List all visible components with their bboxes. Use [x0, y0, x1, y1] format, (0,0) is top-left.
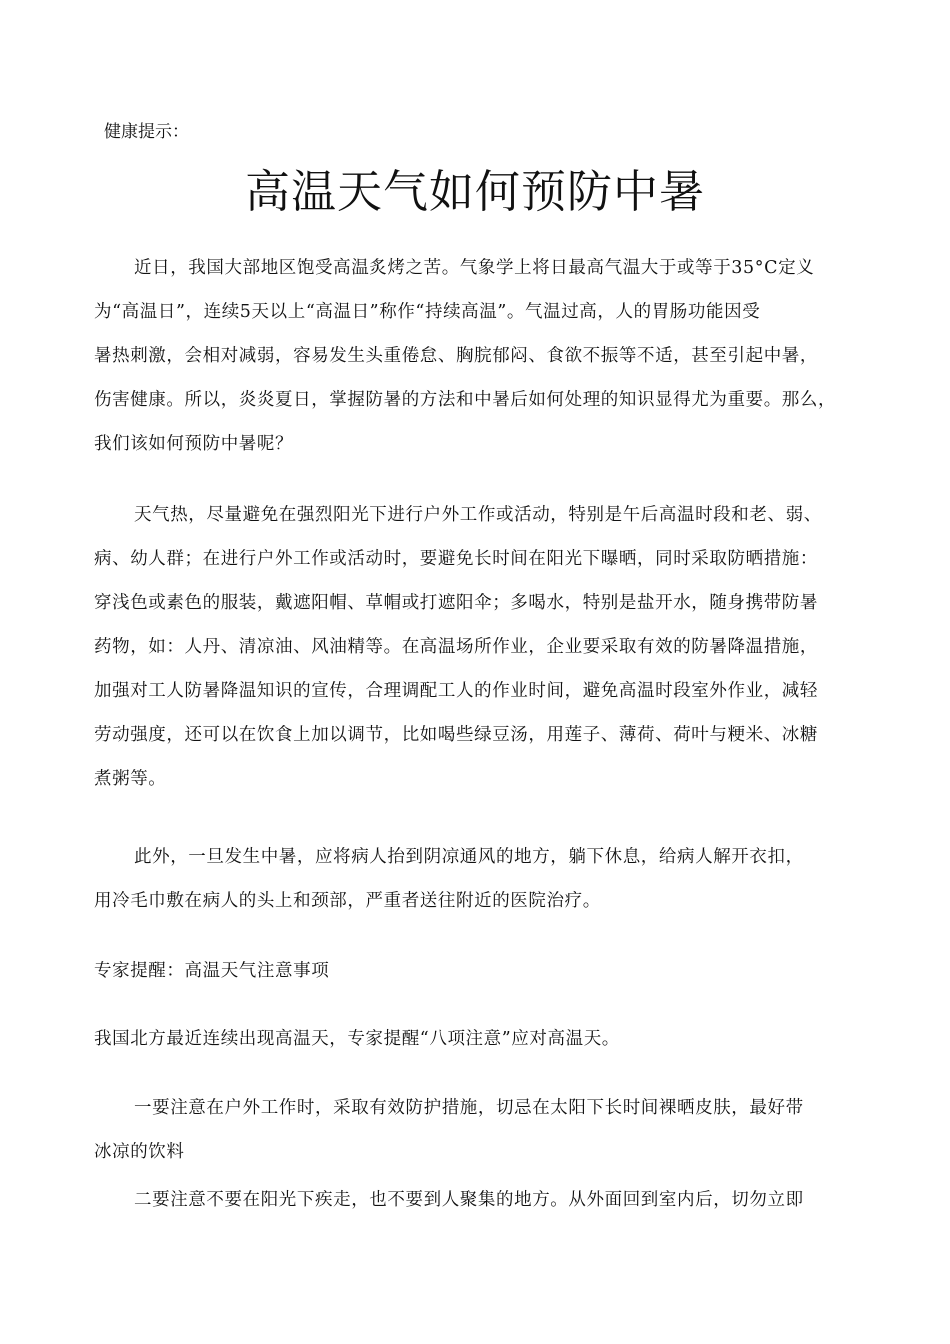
paragraph-line: 近日，我国大部地区饱受高温炙烤之苦。气象学上将日最高气温大于或等于35°C定义 — [134, 258, 815, 278]
intro-paragraph — [94, 246, 884, 466]
paragraph-line: 为“高温日”，连续5天以上“高温日”称作“持续高温”。气温过高，人的胃肠功能因受 — [94, 302, 761, 322]
first-aid-paragraph — [94, 835, 884, 923]
paragraph-line: 加强对工人防暑降温知识的宣传，合理调配工人的作业时间，避免高温时段室外作业，减轻 — [94, 681, 818, 701]
paragraph-line: 煮粥等。 — [94, 769, 167, 789]
expert-heading: 专家提醒：高温天气注意事项 — [94, 961, 330, 981]
paragraph-line: 我们该如何预防中暑呢？ — [94, 434, 294, 454]
paragraph-line: 二要注意不要在阳光下疾走，也不要到人聚集的地方。从外面回到室内后，切勿立即 — [134, 1190, 804, 1210]
prevention-paragraph — [94, 493, 884, 801]
paragraph-line: 药物，如：人丹、清凉油、风油精等。在高温场所作业，企业要采取有效的防暑降温措施， — [94, 637, 818, 657]
paragraph-line: 暑热刺激，会相对减弱，容易发生头重倦怠、胸脘郁闷、食欲不振等不适，甚至引起中暑， — [94, 346, 818, 366]
paragraph-line: 此外，一旦发生中暑，应将病人抬到阴凉通风的地方，躺下休息，给病人解开衣扣， — [134, 847, 804, 867]
notice-item-1 — [94, 1086, 884, 1174]
health-tip-label: 健康提示： — [104, 122, 189, 142]
paragraph-line: 伤害健康。所以，炎炎夏日，掌握防暑的方法和中暑后如何处理的知识显得尤为重要。那么， — [94, 390, 837, 410]
paragraph-line: 冰凉的饮料 — [94, 1142, 185, 1162]
document-title: 高温天气如何预防中暑 — [244, 165, 705, 218]
notice-item-2 — [94, 1178, 884, 1222]
paragraph-line: 病、幼人群；在进行户外工作或活动时，要避免长时间在阳光下曝晒，同时采取防晒措施： — [94, 549, 818, 569]
paragraph-line: 天气热，尽量避免在强烈阳光下进行户外工作或活动，特别是午后高温时段和老、弱、 — [134, 505, 822, 525]
paragraph-line: 穿浅色或素色的服装，戴遮阳帽、草帽或打遮阳伞；多喝水，特别是盐开水，随身携带防暑 — [94, 593, 818, 613]
paragraph-line: 用冷毛巾敷在病人的头上和颈部，严重者送往附近的医院治疗。 — [94, 891, 601, 911]
expert-intro: 我国北方最近连续出现高温天，专家提醒“八项注意”应对高温天。 — [94, 1029, 620, 1049]
paragraph-line: 一要注意在户外工作时，采取有效防护措施，切忌在太阳下长时间裸晒皮肤，最好带 — [134, 1098, 804, 1118]
paragraph-line: 劳动强度，还可以在饮食上加以调节，比如喝些绿豆汤，用莲子、薄荷、荷叶与粳米、冰糖 — [94, 725, 818, 745]
